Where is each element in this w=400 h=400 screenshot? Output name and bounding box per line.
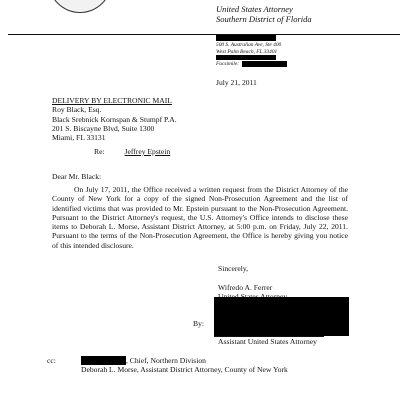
- signature-redaction: [214, 297, 349, 336]
- ausa-title: Assistant United States Attorney: [218, 337, 317, 346]
- re-line: [94, 147, 170, 156]
- facsimile-label: Facsimile:: [216, 61, 240, 68]
- recipient-line: Miami, FL 33131: [52, 133, 106, 143]
- cc-line: [81, 356, 206, 365]
- delivery-method: DELIVERY BY ELECTRONIC MAIL: [52, 96, 172, 105]
- recipient-line: Roy Black, Esq.: [52, 105, 102, 115]
- letterhead-divider: [8, 34, 400, 35]
- closing-block: [218, 264, 287, 301]
- letterhead-address: [216, 38, 287, 68]
- re-subject: Jeffrey Epstein: [124, 147, 171, 156]
- signer-name: Wifredo A. Ferrer: [218, 282, 273, 292]
- salutation: Dear Mr. Black:: [52, 172, 102, 181]
- by-label: By:: [193, 319, 204, 328]
- cc1-suffix: , Chief, Northern Division: [126, 356, 206, 365]
- district-name: Southern District of Florida: [216, 14, 312, 24]
- re-label: Re:: [94, 147, 105, 156]
- address-line2: West Palm Beach, FL 33401: [216, 48, 278, 55]
- redaction-bar: [81, 356, 126, 365]
- cc-line: Deborah L. Morse, Assistant District Attorney, County of New York: [81, 365, 288, 374]
- office-name: United States Attorney: [216, 4, 293, 14]
- address-line1: 500 S. Australian Ave, Ste 400: [216, 42, 282, 48]
- letter-date: July 21, 2011: [216, 78, 257, 87]
- closing: Sincerely,: [218, 264, 249, 273]
- recipient-line: 201 S. Biscayne Blvd, Suite 1300: [52, 123, 155, 133]
- cc-label: cc:: [47, 356, 56, 365]
- redaction-bar: [216, 35, 276, 41]
- redaction-bar: [216, 55, 276, 60]
- recipient-block: [52, 96, 177, 142]
- redaction-bar: [242, 61, 287, 67]
- recipient-line: Black Srebnick Kornspan & Stumpf P.A.: [52, 114, 177, 124]
- body-paragraph: On July 17, 2011, the Office received a written request from the District Attorney of the County of New York for a copy of the signed Non-Prosecution Agreement and the list of identified victims that was provided to Mr. Epstein pursuant to the Non-Prosecution Agreement. Pursuant to the District Attorney's request, the U.S. Attorney's Office intends to disclose these items to Deborah L. Morse, Assistant District Attorney, at 5:00 p.m. on Friday, July 22, 2011. Pursuant to the terms of the Non-Prosecution Agreement, the Office is hereby giving you notice of this intended disclosure.: [52, 185, 348, 250]
- letterhead-office: [216, 4, 312, 24]
- department-seal-icon: [48, 0, 112, 13]
